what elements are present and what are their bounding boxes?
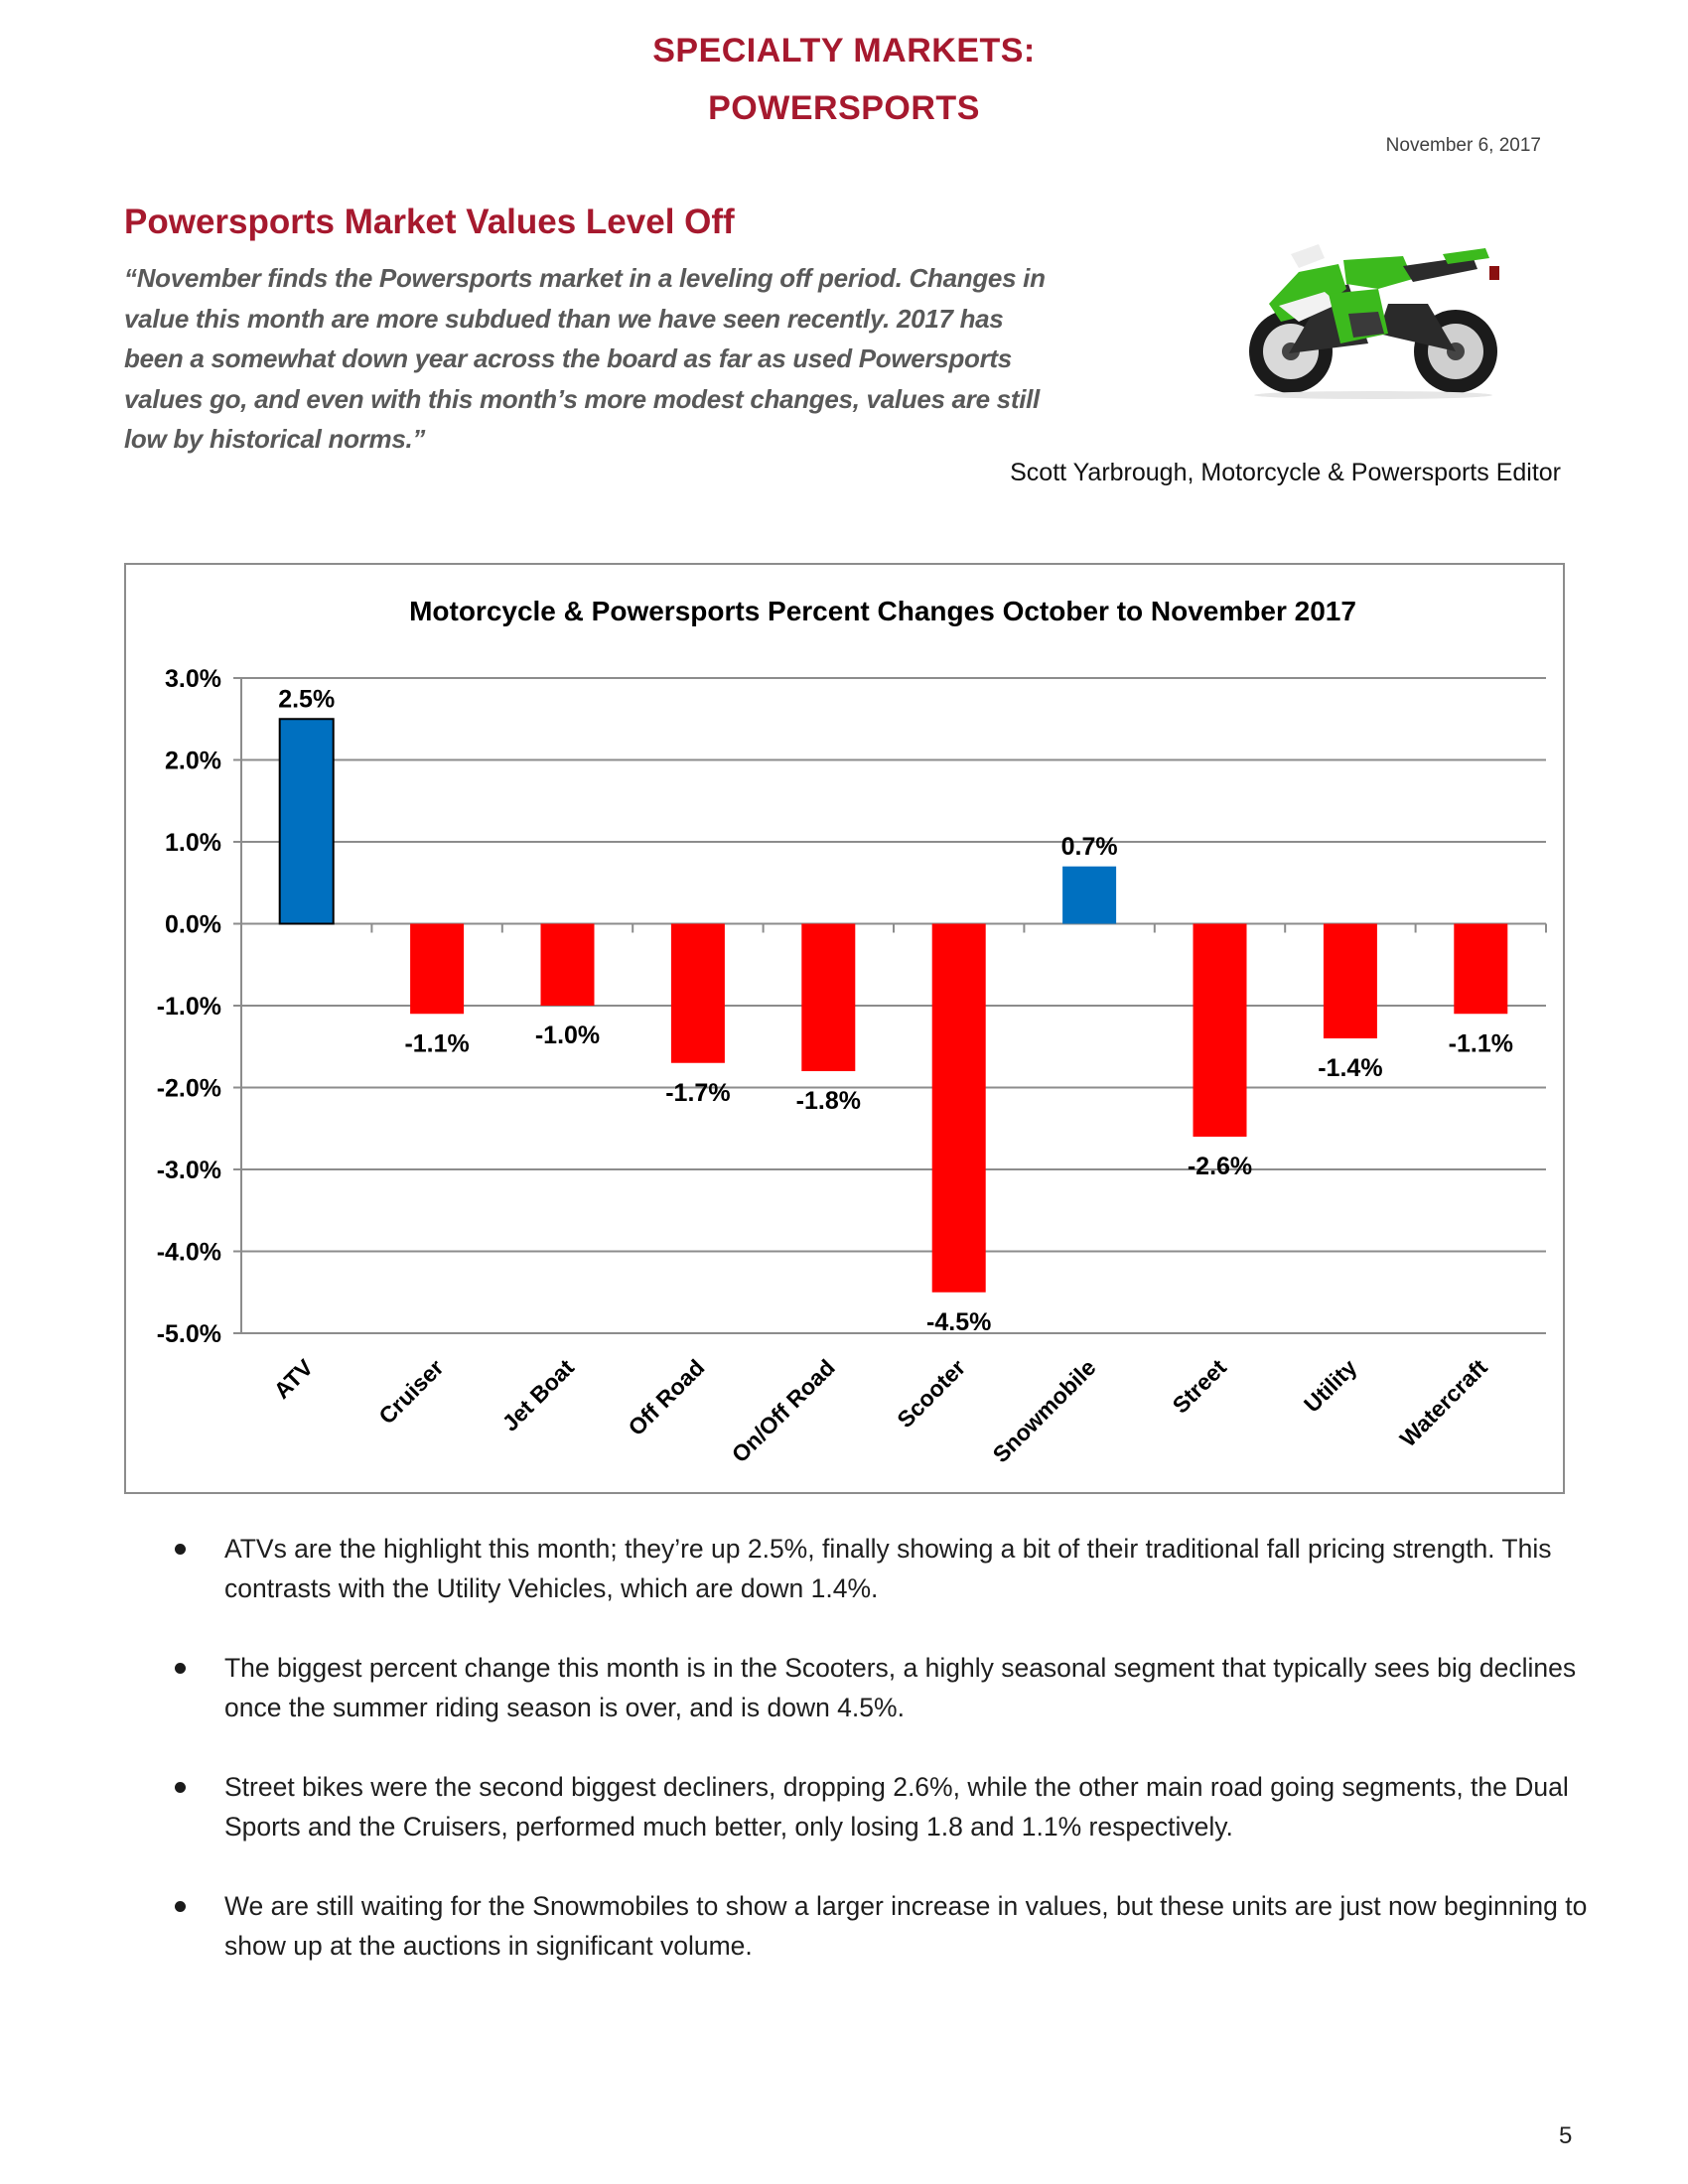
bullet-dot-icon bbox=[175, 1663, 186, 1674]
y-tick-label: -3.0% bbox=[156, 1157, 221, 1184]
data-label: 0.7% bbox=[1060, 832, 1118, 861]
list-item bbox=[149, 1767, 1589, 1846]
bullet-dot-icon bbox=[175, 1901, 186, 1912]
percent-change-chart bbox=[124, 563, 1565, 1494]
quote-line: values go, and even with this month’s more modest changes, values are still bbox=[124, 383, 1040, 414]
bar-street bbox=[1194, 924, 1247, 1138]
bar-atv bbox=[280, 719, 334, 923]
quote-line: low by historical norms.” bbox=[124, 424, 426, 454]
quote-line: “November finds the Powersports market in a leveling off period. Changes in bbox=[124, 263, 1046, 293]
data-label: -1.1% bbox=[1448, 1029, 1513, 1058]
quote-line: value this month are more subdued than we have seen recently. 2017 has bbox=[124, 303, 1004, 334]
y-tick-label: -4.0% bbox=[156, 1238, 221, 1267]
quote-line: been a somewhat down year across the board as far as used Powersports bbox=[124, 343, 1012, 373]
data-label: -1.4% bbox=[1318, 1054, 1383, 1082]
bar-watercraft bbox=[1454, 924, 1507, 1015]
bullet-dot-icon bbox=[175, 1782, 186, 1793]
bar-cruiser bbox=[410, 924, 464, 1015]
y-tick-label: -5.0% bbox=[156, 1320, 221, 1348]
bar-chart-canvas bbox=[126, 565, 1567, 1496]
data-label: -1.0% bbox=[534, 1022, 601, 1049]
data-label: -2.6% bbox=[1187, 1153, 1253, 1180]
x-category-label: Off Road bbox=[623, 1354, 710, 1441]
section-title-line2: POWERSPORTS bbox=[708, 89, 980, 127]
bar-scooter bbox=[932, 924, 986, 1293]
data-label: -1.1% bbox=[404, 1029, 470, 1058]
quote-byline: Scott Yarbrough, Motorcycle & Powersports Editor bbox=[1010, 459, 1561, 486]
bullet-text: The biggest percent change this month is in the Scooters, a highly seasonal segment that typically sees big declines once the summer riding season is over, and is down 4.5%. bbox=[224, 1653, 1577, 1722]
x-category-label: ATV bbox=[268, 1354, 319, 1404]
editor-quote bbox=[124, 258, 1206, 460]
list-item bbox=[149, 1529, 1589, 1608]
bullet-text: Street bikes were the second biggest decliners, dropping 2.6%, while the other main road going segments, the Dual Sports and the Cruisers, performed much better, only losing 1.8 and 1.1% respectively. bbox=[224, 1772, 1569, 1842]
y-tick-label: -2.0% bbox=[156, 1074, 221, 1103]
x-category-label: Jet Boat bbox=[496, 1354, 580, 1436]
data-label: -4.5% bbox=[926, 1307, 992, 1336]
page-number: 5 bbox=[1559, 2122, 1573, 2149]
bar-utility bbox=[1324, 924, 1377, 1039]
bullet-text: ATVs are the highlight this month; they’re up 2.5%, finally showing a bit of their traditional fall pricing strength. This contrasts with the Utility Vehicles, which are down 1.4%. bbox=[224, 1534, 1552, 1603]
data-label: -1.7% bbox=[665, 1078, 731, 1107]
x-category-label: Snowmobile bbox=[987, 1354, 1101, 1468]
article-headline: Powersports Market Values Level Off bbox=[124, 203, 735, 241]
key-points-list bbox=[149, 1529, 1589, 2005]
x-category-label: Watercraft bbox=[1394, 1354, 1492, 1452]
publication-date: November 6, 2017 bbox=[1385, 135, 1541, 156]
x-category-label: On/Off Road bbox=[726, 1354, 840, 1468]
x-category-label: Street bbox=[1167, 1354, 1232, 1419]
motorcycle-photo-icon bbox=[1229, 234, 1517, 401]
list-item bbox=[149, 1648, 1589, 1727]
chart-title: Motorcycle & Powersports Percent Changes October to November 2017 bbox=[409, 596, 1356, 626]
bar-snowmobile bbox=[1062, 867, 1116, 924]
data-label: -1.8% bbox=[795, 1087, 861, 1115]
y-tick-label: -1.0% bbox=[156, 993, 221, 1021]
y-tick-label: 3.0% bbox=[165, 665, 221, 693]
x-category-label: Scooter bbox=[892, 1354, 971, 1433]
section-title-line1: SPECIALTY MARKETS: bbox=[652, 32, 1036, 69]
data-label: 2.5% bbox=[278, 685, 336, 714]
list-item bbox=[149, 1886, 1589, 1966]
y-tick-label: 2.0% bbox=[165, 747, 221, 775]
bar-on-off-road bbox=[801, 924, 855, 1072]
x-category-label: Utility bbox=[1298, 1354, 1362, 1418]
y-tick-label: 1.0% bbox=[165, 829, 221, 857]
bullet-dot-icon bbox=[175, 1544, 186, 1555]
x-category-label: Cruiser bbox=[373, 1354, 449, 1430]
y-tick-label: 0.0% bbox=[165, 910, 221, 939]
bar-jet-boat bbox=[541, 924, 595, 1007]
bar-off-road bbox=[671, 924, 725, 1063]
bullet-text: We are still waiting for the Snowmobiles to show a larger increase in values, but these units are just now beginning to show up at the auctions in significant volume. bbox=[224, 1891, 1588, 1961]
